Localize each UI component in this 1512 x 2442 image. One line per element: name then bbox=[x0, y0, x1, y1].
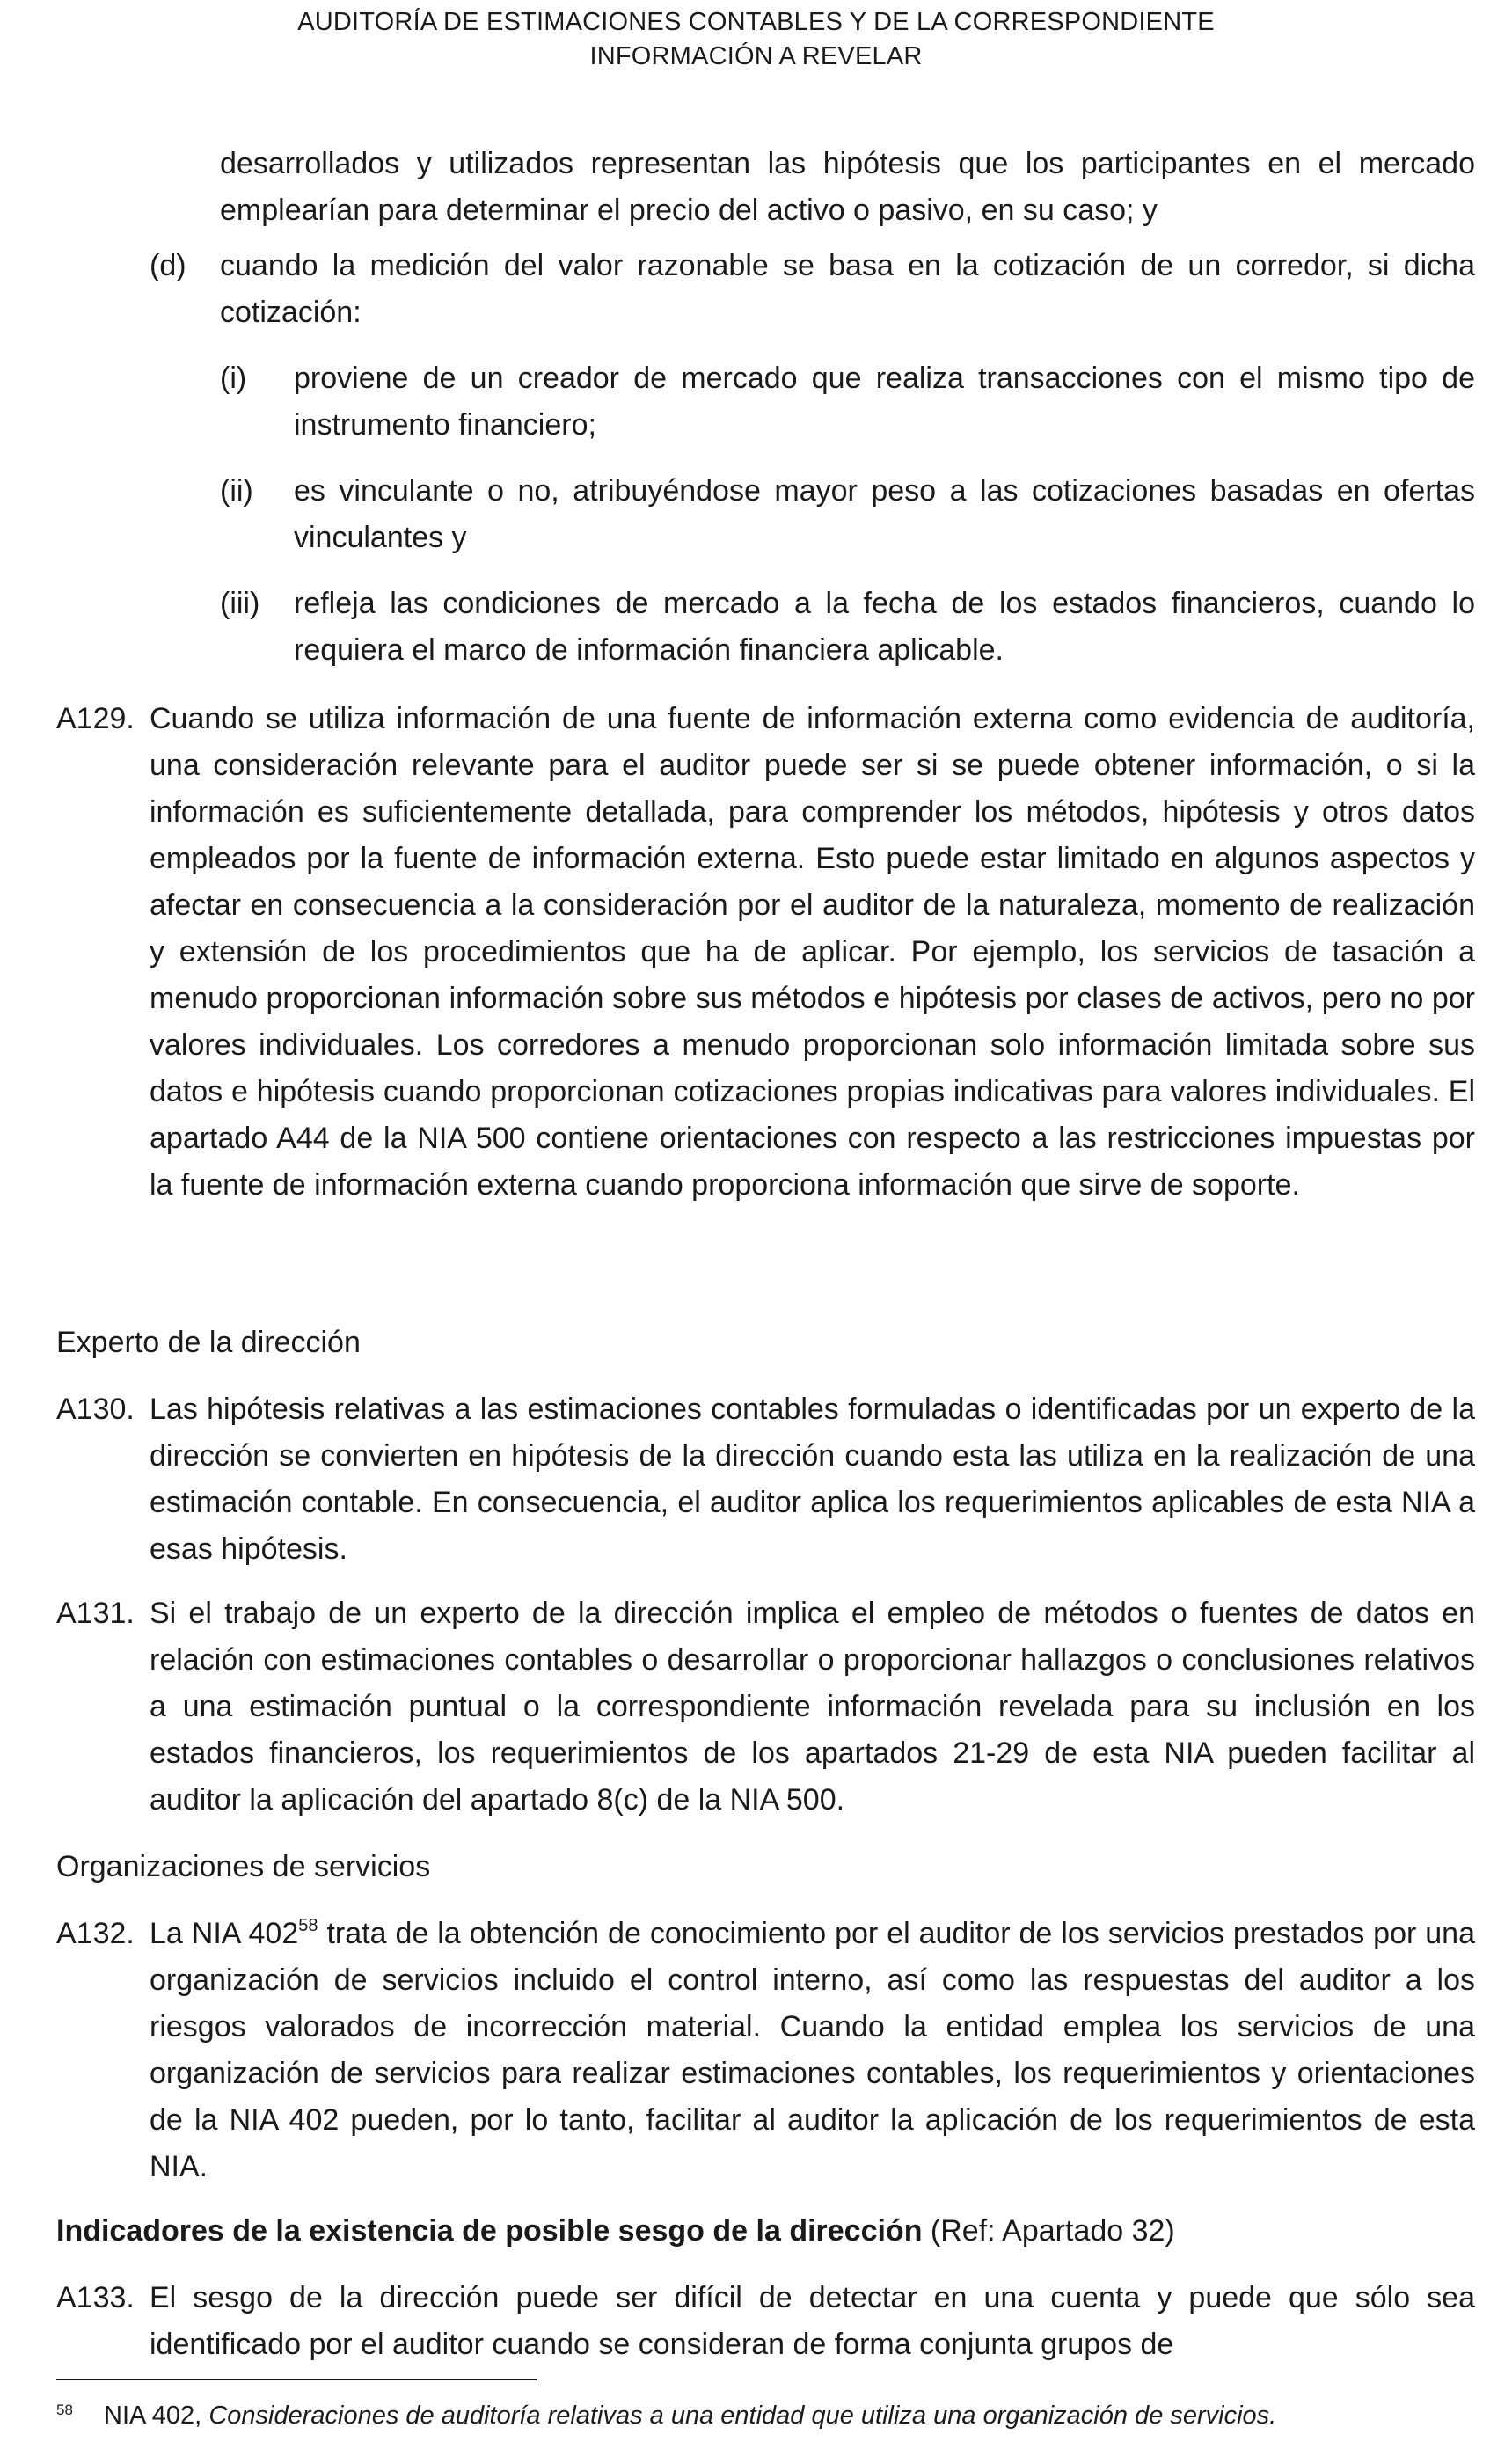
paragraph-number: A130. bbox=[56, 1393, 135, 1426]
sub-item-i bbox=[220, 355, 1475, 449]
paragraph-text: Las hipótesis relativas a las estimaciones contables formuladas o identificadas por un experto de la dirección se convierten en hipótesis de la dirección cuando esta las utiliza en la realización de una estimación contable. En consecuencia, el auditor aplica los requerimientos aplicables de esta NIA a esas hipótesis. bbox=[150, 1393, 1475, 1566]
paragraph-number: A129. bbox=[56, 702, 135, 735]
header-line-2: INFORMACIÓN A REVELAR bbox=[589, 42, 923, 70]
paragraph-number: A133. bbox=[56, 2281, 135, 2314]
footnote bbox=[56, 2400, 1276, 2431]
sub-item-label: (iii) bbox=[220, 587, 260, 620]
sub-item-text: refleja las condiciones de mercado a la fecha de los estados financieros, cuando lo requiera el marco de información financiera aplicable. bbox=[294, 587, 1475, 667]
sub-item-text: es vinculante o no, atribuyéndose mayor peso a las cotizaciones basadas en ofertas vinculantes y bbox=[294, 474, 1475, 554]
paragraph-text: Si el trabajo de un experto de la dirección implica el empleo de métodos o fuentes de datos en relación con estimaciones contables o desarrollar o proporcionar hallazgos o conclusiones relativos a una estimación puntual o la correspondiente información revelada para su inclusión en los estados financieros, los requerimientos de los apartados 21-29 de esta NIA pueden facilitar al auditor la aplicación del apartado 8(c) de la NIA 500. bbox=[150, 1597, 1475, 1817]
list-item-label: (d) bbox=[150, 249, 186, 282]
footnote-reference[interactable]: 58 bbox=[298, 1916, 318, 1935]
paragraph-number: A132. bbox=[56, 1917, 135, 1950]
paragraph-a131 bbox=[56, 1590, 1475, 1824]
paragraph-number: A131. bbox=[56, 1597, 135, 1630]
sub-item-ii bbox=[220, 468, 1475, 561]
continuation-paragraph: desarrollados y utilizados representan las hipótesis que los participantes en el mercado emplearían para determinar el precio del activo o pasivo, en su caso; y bbox=[220, 147, 1475, 227]
paragraph-text-start: La NIA 402 bbox=[150, 1917, 299, 1950]
section-heading-organizaciones: Organizaciones de servicios bbox=[56, 1850, 431, 1883]
header-line-1: AUDITORÍA DE ESTIMACIONES CONTABLES Y DE LA CORRESPONDIENTE bbox=[297, 8, 1215, 36]
section-heading-reference: (Ref: Apartado 32) bbox=[922, 2214, 1175, 2248]
footnote-separator bbox=[56, 2379, 537, 2380]
footnote-number: 58 bbox=[56, 2402, 73, 2418]
paragraph-a129 bbox=[56, 696, 1475, 1209]
section-heading-title: Indicadores de la existencia de posible sesgo de la dirección bbox=[56, 2214, 923, 2248]
list-item-d bbox=[150, 243, 1475, 336]
paragraph-text-rest: trata de la obtención de conocimiento por el auditor de los servicios prestados por una organización de servicios incluido el control interno, así como las respuestas del auditor a los riesgos valorados de incorrección material. Cuando la entidad emplea los servicios de una organización de servicios para realizar estimaciones contables, los requerimientos y orientaciones de la NIA 402 pueden, por lo tanto, facilitar al auditor la aplicación de los requerimientos de esta NIA. bbox=[150, 1917, 1475, 2183]
sub-item-text: proviene de un creador de mercado que realiza transacciones con el mismo tipo de instrumento financiero; bbox=[294, 362, 1475, 442]
paragraph-a130 bbox=[56, 1386, 1475, 1573]
footnote-title: Consideraciones de auditoría relativas a una entidad que utiliza una organización de servicios. bbox=[208, 2402, 1277, 2430]
footnote-prefix: NIA 402, bbox=[104, 2402, 209, 2430]
sub-item-label: (ii) bbox=[220, 474, 253, 508]
paragraph-text bbox=[150, 1911, 1475, 2190]
sub-item-iii bbox=[220, 581, 1475, 674]
sub-item-label: (i) bbox=[220, 362, 247, 395]
footnote-text bbox=[104, 2400, 1276, 2431]
list-item-text: cuando la medición del valor razonable se basa en la cotización de un corredor, si dicha cotización: bbox=[220, 249, 1475, 329]
section-heading-sesgo bbox=[56, 2208, 1175, 2255]
section-heading-experto: Experto de la dirección bbox=[56, 1326, 361, 1359]
paragraph-a132 bbox=[56, 1911, 1475, 2190]
paragraph-text: Cuando se utiliza información de una fuente de información externa como evidencia de auditoría, una consideración relevante para el auditor puede ser si se puede obtener información, o si la información es suficientemente detallada, para comprender los métodos, hipótesis y otros datos empleados por la fuente de información externa. Esto puede estar limitado en algunos aspectos y afectar en consecuencia a la consideración por el auditor de la naturaleza, momento de realización y extensión de los procedimientos que ha de aplicar. Por ejemplo, los servicios de tasación a menudo proporcionan información sobre sus métodos e hipótesis por clases de activos, pero no por valores individuales. Los corredores a menudo proporcionan solo información limitada sobre sus datos e hipótesis cuando proporcionan cotizaciones propias indicativas para valores individuales. El apartado A44 de la NIA 500 contiene orientaciones con respecto a las restricciones impuestas por la fuente de información externa cuando proporciona información que sirve de soporte. bbox=[150, 702, 1475, 1202]
paragraph-a133 bbox=[56, 2275, 1475, 2368]
page-content bbox=[56, 0, 1475, 2375]
paragraph-text: El sesgo de la dirección puede ser difícil de detectar en una cuenta y puede que sólo sea identificado por el auditor cuando se consideran de forma conjunta grupos de bbox=[150, 2281, 1475, 2361]
